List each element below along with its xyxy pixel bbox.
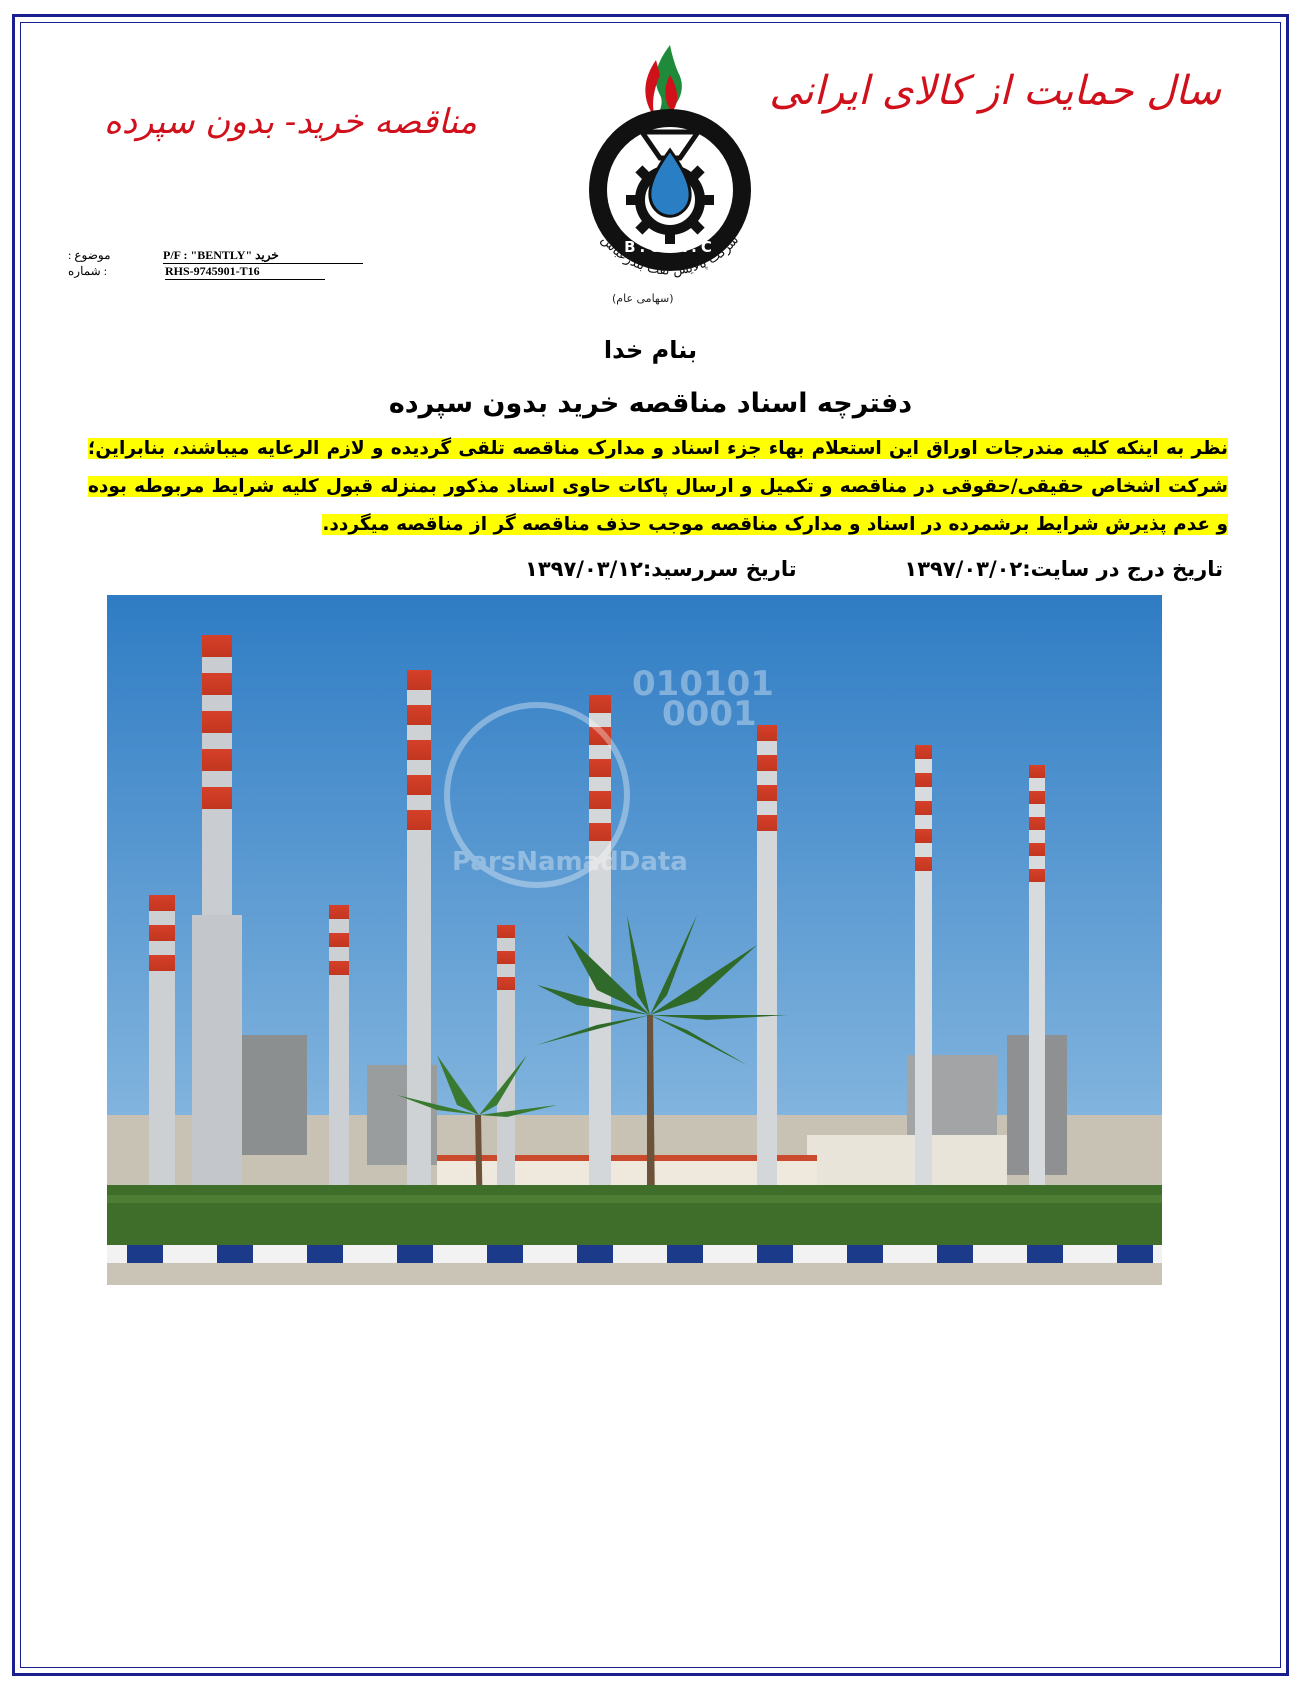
svg-text:010101: 010101 (632, 664, 774, 704)
document-title: دفترچه اسناد مناقصه خرید بدون سپرده (388, 388, 913, 419)
subject-row (68, 248, 368, 264)
due-date: تاریخ سررسید:۱۳۹۷/۰۳/۱۲ (525, 557, 797, 581)
company-logo (560, 40, 780, 310)
svg-text:ParsNamadData: ParsNamadData (452, 847, 688, 877)
svg-text:شرکت پالایش نفت بندرعباس: شرکت پالایش نفت بندرعباس (597, 232, 743, 279)
number-row (68, 264, 368, 280)
company-type-caption: (سهامی عام) (612, 292, 674, 305)
year-slogan: سال حمایت از کالای ایرانی (769, 68, 1221, 114)
highlighted-text: نظر به اینکه کلیه مندرجات اوراق این استعلام بهاء جزء اسناد و مدارک مناقصه تلقی گردیده و لازم الرعایه میباشند، بنابراین؛ شرکت اشخاص حقیقی/حقوقی در مناقصه و تکمیل و ارسال پاکات حاوی اسناد مذکور بمنزله قبول کلیه شرایط مربوطه بوده و عدم پذیرش شرایط برشمرده در اسناد و مدارک مناقصه موجب حذف مناقصه گر از مناقصه میگردد. (88, 438, 1228, 535)
tender-type-heading: مناقصه خرید- بدون سپرده (104, 102, 477, 142)
publish-date: تاریخ درج در سایت:۱۳۹۷/۰۳/۰۲ (904, 557, 1223, 581)
svg-text:B.O.R.C: B.O.R.C (624, 238, 716, 256)
curb (107, 1245, 1162, 1263)
svg-text:0001: 0001 (662, 694, 757, 734)
number-value: RHS-9745901-T16 (165, 264, 325, 280)
bismillah-heading: بنام خدا (603, 336, 698, 364)
document-meta (68, 248, 368, 280)
number-label: : شماره (68, 264, 108, 278)
subject-label: موضوع : (68, 248, 111, 262)
conditions-paragraph (88, 430, 1228, 544)
subject-value: P/F : "BENTLY" خرید (163, 248, 363, 264)
refinery-photo (107, 595, 1162, 1285)
